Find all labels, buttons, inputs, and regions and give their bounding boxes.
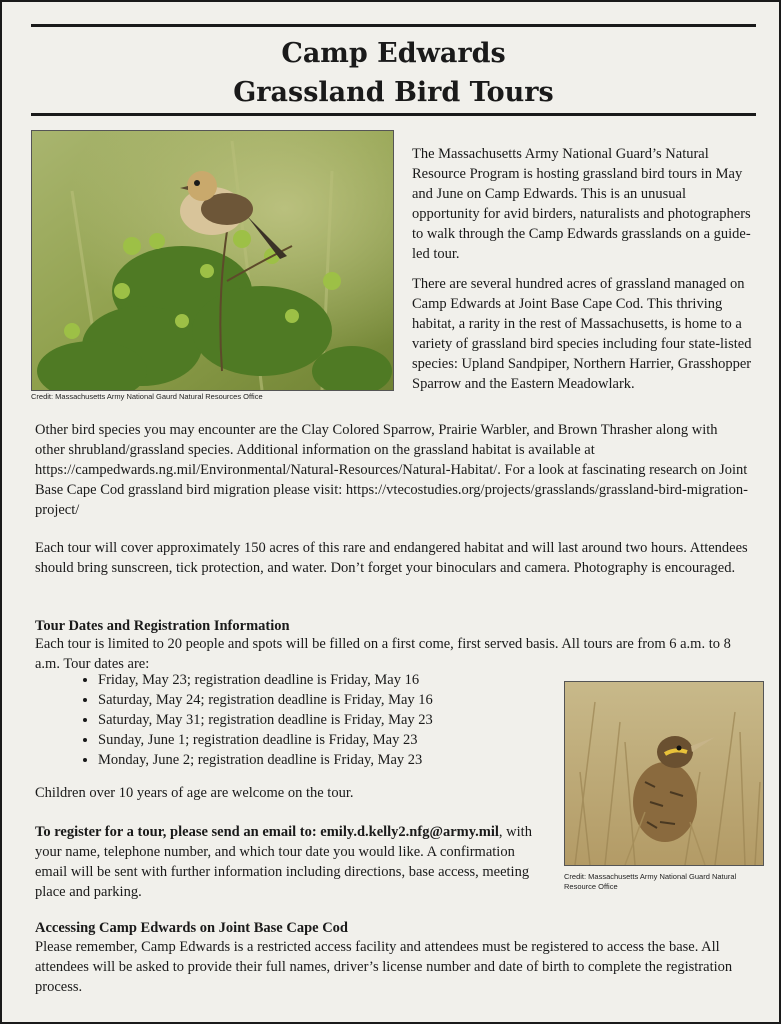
top-rule: [31, 24, 756, 27]
title-line-2: Grassland Bird Tours: [233, 77, 554, 108]
title-bottom-rule: [31, 113, 756, 116]
registration-email-lead: To register for a tour, please send an email to: emily.d.kelly2.nfg@army.mil: [35, 824, 499, 840]
intro-paragraph-1: The Massachusetts Army National Guard’s Natural Resource Program is hosting grassland bird tours in May and June on Camp Edwards. This is an unusual opportunity for avid birders, naturalists and photographers to walk through the Camp Edwards grasslands on a guide-led tour.: [412, 146, 751, 262]
meadowlark-illustration: [565, 682, 763, 865]
list-item: • Sunday, June 1; registration deadline is Friday, May 23: [98, 730, 433, 750]
meadowlark-photo-credit: Credit: Massachusetts Army National Guard Natural Resource Office: [564, 872, 737, 891]
body-paragraph-tour-details: Each tour will cover approximately 150 acres of this rare and endangered habitat and will last around two hours. Attendees should bring sunscreen, tick protection, and water. Don’t forget your binoculars and camera. Photography is encouraged.: [35, 540, 748, 576]
registration-details: , with your name, telephone number, and which tour date you would like. A confirmation email will be sent with further information including directions, base access, meeting place and parking.: [35, 824, 532, 900]
meadowlark-photo: [564, 681, 764, 866]
list-item: • Friday, May 23; registration deadline is Friday, May 16: [98, 670, 433, 690]
body-paragraph-species: Other bird species you may encounter are the Clay Colored Sparrow, Prairie Warbler, and Brown Thrasher along with other shrubland/grassland species. Additional information on the grassland habitat is available at https://campedwards.ng.mil/Environmental/Natural-Resources/Natural-Habitat/. For a look at fascinating research on Joint Base Cape Cod grassland bird migration please visit: https://vtecostudies.org/projects/grasslands/grassland-bird-migration-project/: [35, 422, 748, 518]
sparrow-illustration: [32, 131, 393, 390]
tour-dates-heading: Tour Dates and Registration Information: [35, 618, 290, 634]
registration-instructions: [35, 822, 550, 902]
list-item: • Saturday, May 31; registration deadline is Friday, May 23: [98, 710, 433, 730]
children-note: Children over 10 years of age are welcome on the tour.: [35, 785, 354, 801]
tour-dates-list: [74, 670, 433, 770]
list-item: • Saturday, May 24; registration deadline is Friday, May 16: [98, 690, 433, 710]
page-title: [31, 34, 756, 112]
access-paragraph: Please remember, Camp Edwards is a restricted access facility and attendees must be registered to access the base. All attendees will be asked to provide their full names, driver’s license number and date of birth to complete the registration process.: [35, 939, 733, 995]
tour-intro: Each tour is limited to 20 people and spots will be filled on a first come, first served basis. All tours are from 6 a.m. to 8 a.m. Tour dates are:: [35, 636, 731, 672]
sparrow-photo-credit: Credit: Massachusetts Army National Gaurd Natural Resources Office: [31, 392, 263, 401]
list-item: • Monday, June 2; registration deadline is Friday, May 23: [98, 750, 433, 770]
access-heading: Accessing Camp Edwards on Joint Base Cape Cod: [35, 920, 348, 936]
intro-paragraph-2: There are several hundred acres of grassland managed on Camp Edwards at Joint Base Cape Cod. This thriving habitat, a rarity in the rest of Massachusetts, is home to a variety of grassland bird species including four state-listed species: Upland Sandpiper, Northern Harrier, Grasshopper Sparrow and the Eastern Meadowlark.: [412, 276, 752, 392]
sparrow-photo: [31, 130, 394, 391]
title-line-1: Camp Edwards: [281, 38, 506, 69]
